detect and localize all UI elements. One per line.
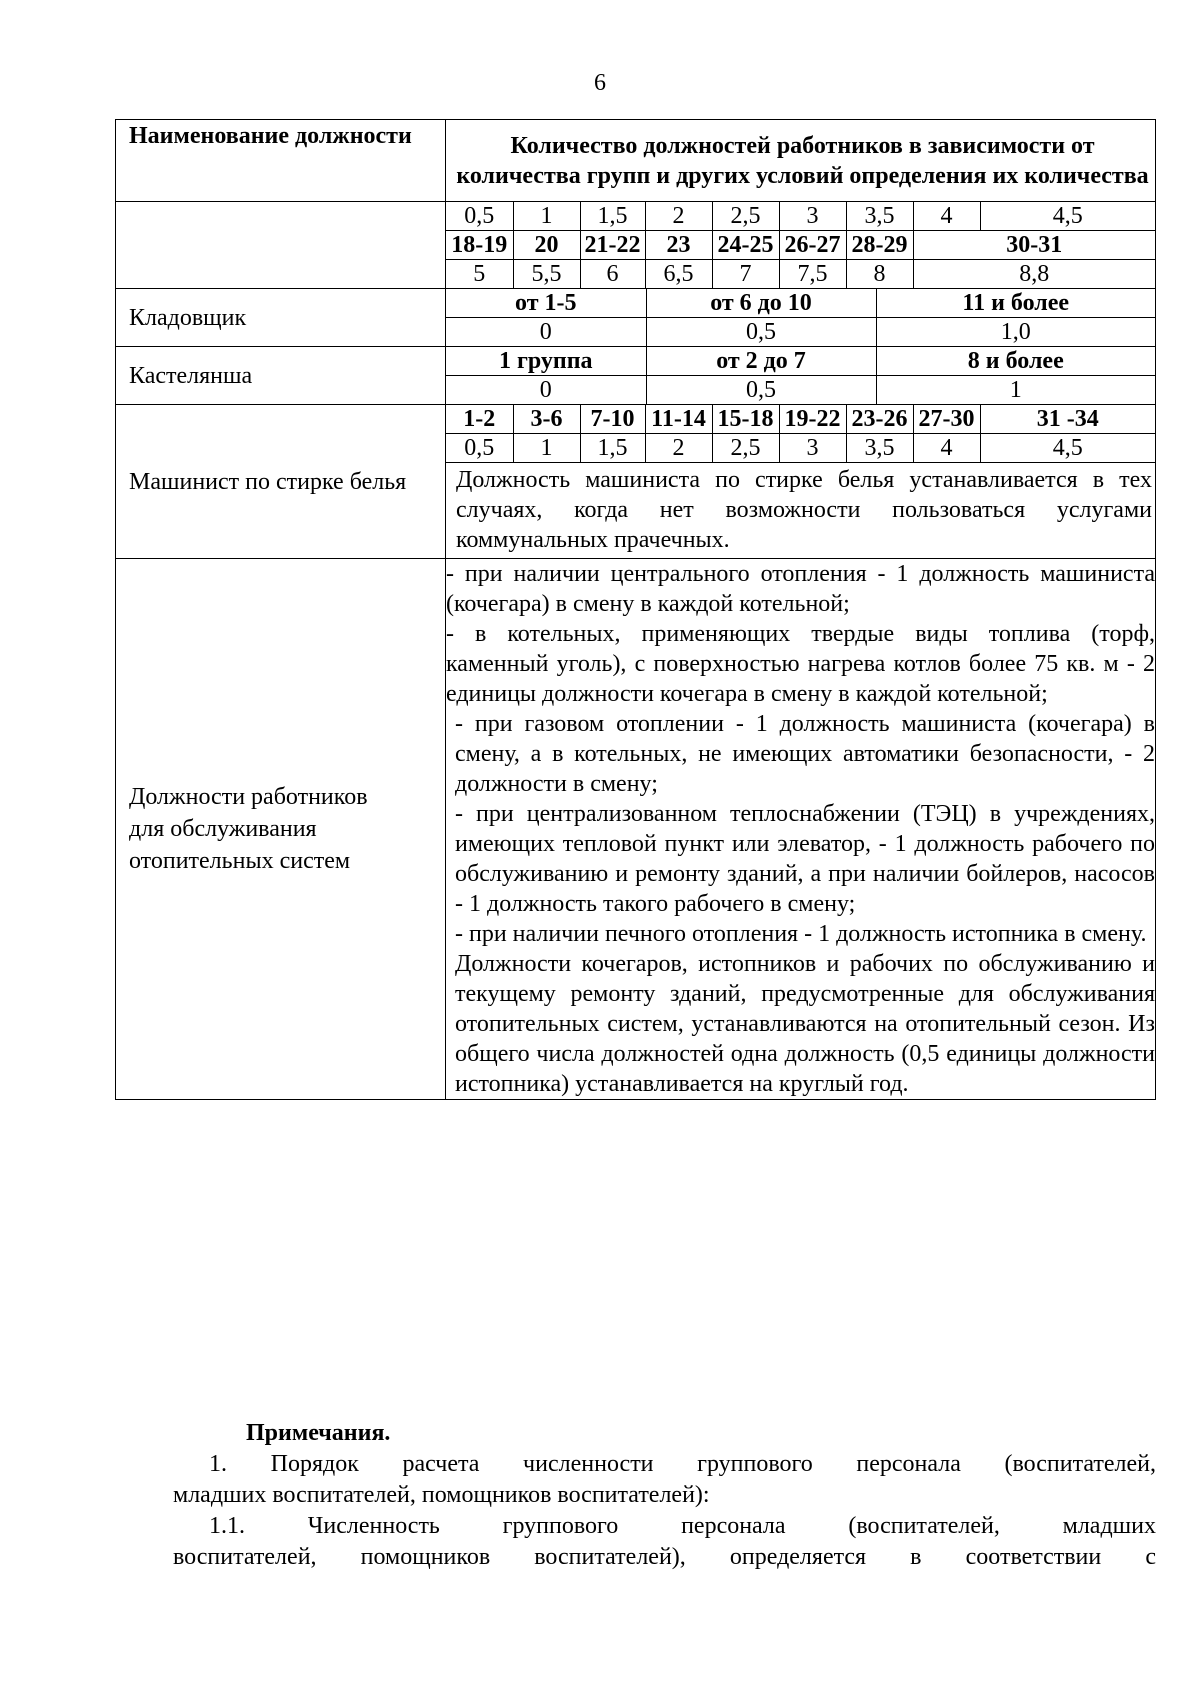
heating-item: Должности кочегаров, истопников и рабочих по обслуживанию и текущему ремонту зданий, предусмотренные для обслуживания отопительных систем, устанавливаются на отопительный сезон. Из общего числа должностей одна должность (0,5 единицы должности истопника) устанавливается на круглый год.: [455, 951, 1155, 1097]
table-cell: 4,5: [980, 434, 1155, 463]
staffing-table: [115, 119, 1156, 1100]
table-cell: 31 -34: [980, 405, 1155, 434]
table-cell: 2: [645, 434, 712, 463]
storekeeper-values-cell: [446, 289, 1156, 347]
table-cell: 23: [645, 231, 712, 260]
table-cell: 1,5: [580, 202, 645, 231]
table-cell: 1: [513, 434, 580, 463]
table-cell: 18-19: [446, 231, 513, 260]
table-cell: 8 и более: [876, 347, 1155, 376]
laundry-operator-values-cell: [446, 405, 1156, 559]
laundry-operator-subtable: [446, 405, 1155, 558]
table-cell: 30-31: [913, 231, 1155, 260]
table-cell: 1: [513, 202, 580, 231]
table-cell: 6: [580, 260, 645, 289]
table-cell: 28-29: [846, 231, 913, 260]
table-cell: 3-6: [513, 405, 580, 434]
notes-line: воспитателей, помощников воспитателей), определяется в соответствии с: [173, 1544, 1156, 1570]
table-cell: 2,5: [712, 202, 779, 231]
linen-keeper-values-cell: [446, 347, 1156, 405]
table-cell: 3: [779, 434, 846, 463]
table-cell: 11-14: [645, 405, 712, 434]
heating-item: - при наличии печного отопления - 1 должность истопника в смену.: [455, 921, 1147, 947]
heating-description: [446, 559, 1156, 1100]
continuation-values-cell: [446, 202, 1156, 289]
table-cell: от 1-5: [446, 289, 646, 318]
position-laundry-operator: Машинист по стирке белья: [116, 405, 446, 559]
table-cell: 6,5: [645, 260, 712, 289]
table-cell: 26-27: [779, 231, 846, 260]
table-cell: 0,5: [646, 376, 876, 405]
table-cell: 1: [876, 376, 1155, 405]
notes-section: [173, 1418, 1156, 1573]
heating-name-line: отопительных систем: [129, 848, 351, 874]
heating-name-line: для обслуживания: [129, 816, 317, 842]
table-cell: 1,0: [876, 318, 1155, 347]
table-cell: 1 группа: [446, 347, 646, 376]
continuation-subtable: [446, 202, 1155, 288]
table-cell: 4: [913, 434, 980, 463]
position-storekeeper: Кладовщик: [116, 289, 446, 347]
position-linen-keeper: Кастелянша: [116, 347, 446, 405]
table-cell: 3: [779, 202, 846, 231]
table-cell: 0,5: [446, 434, 513, 463]
table-cell: 0,5: [646, 318, 876, 347]
table-cell: 1-2: [446, 405, 513, 434]
heating-item: - в котельных, применяющих твердые виды топлива (торф, каменный уголь), с поверхностью нагрева котлов более 75 кв. м - 2 единицы должности кочегара в смену в каждой котельной;: [446, 621, 1155, 707]
table-cell: 1,5: [580, 434, 645, 463]
table-cell: 0: [446, 318, 646, 347]
table-cell: 23-26: [846, 405, 913, 434]
continuation-name-cell: [116, 202, 446, 289]
table-cell: 8: [846, 260, 913, 289]
header-positions-count: Количество должностей работников в зависимости от количества групп и других условий определения их количества: [446, 120, 1156, 202]
linen-keeper-subtable: [446, 347, 1155, 404]
table-cell: 0: [446, 376, 646, 405]
table-cell: 4: [913, 202, 980, 231]
table-cell: от 2 до 7: [646, 347, 876, 376]
table-cell: 15-18: [712, 405, 779, 434]
notes-title: Примечания.: [246, 1420, 391, 1446]
heating-item: - при наличии центрального отопления - 1 должность машиниста (кочегара) в смену в каждой котельной;: [446, 561, 1155, 617]
table-cell: от 6 до 10: [646, 289, 876, 318]
table-row-laundry-operator: [116, 405, 1156, 559]
table-row-continuation: [116, 202, 1156, 289]
table-cell: 19-22: [779, 405, 846, 434]
table-cell: 11 и более: [876, 289, 1155, 318]
storekeeper-subtable: [446, 289, 1155, 346]
table-cell: 27-30: [913, 405, 980, 434]
table-cell: 8,8: [913, 260, 1155, 289]
table-cell: 2: [645, 202, 712, 231]
table-cell: 20: [513, 231, 580, 260]
table-cell: 3,5: [846, 434, 913, 463]
table-cell: 21-22: [580, 231, 645, 260]
table-cell: 7,5: [779, 260, 846, 289]
table-cell: 5: [446, 260, 513, 289]
header-position-name: Наименование должности: [116, 120, 446, 202]
heating-name-line: Должности работников: [129, 784, 368, 810]
heating-item: - при газовом отоплении - 1 должность машиниста (кочегара) в смену, а в котельных, не имеющих автоматики безопасности, - 2 должности в смену;: [455, 711, 1155, 797]
table-row-storekeeper: [116, 289, 1156, 347]
table-cell: 7-10: [580, 405, 645, 434]
heating-item: - при централизованном теплоснабжении (ТЭЦ) в учреждениях, имеющих тепловой пункт или элеватор, - 1 должность рабочего по обслуживанию и ремонту зданий, а при наличии бойлеров, насосов - 1 должность такого рабочего в смену;: [455, 801, 1155, 917]
page-number: 6: [594, 70, 606, 96]
table-row-heating: [116, 559, 1156, 1100]
table-cell: 5,5: [513, 260, 580, 289]
table-header-row: [116, 120, 1156, 202]
table-row-linen-keeper: [116, 347, 1156, 405]
table-cell: 3,5: [846, 202, 913, 231]
table-cell: 2,5: [712, 434, 779, 463]
notes-line: 1.1. Численность группового персонала (воспитателей, младших: [209, 1513, 1156, 1539]
notes-line: младших воспитателей, помощников воспитателей):: [173, 1482, 710, 1508]
laundry-operator-note: Должность машиниста по стирке белья устанавливается в тех случаях, когда нет возможности пользоваться услугами коммунальных прачечных.: [446, 463, 1155, 559]
table-cell: 7: [712, 260, 779, 289]
table-cell: 4,5: [980, 202, 1155, 231]
table-cell: 24-25: [712, 231, 779, 260]
notes-line: 1. Порядок расчета численности группового персонала (воспитателей,: [209, 1451, 1156, 1477]
position-heating-staff: [116, 559, 446, 1100]
table-cell: 0,5: [446, 202, 513, 231]
